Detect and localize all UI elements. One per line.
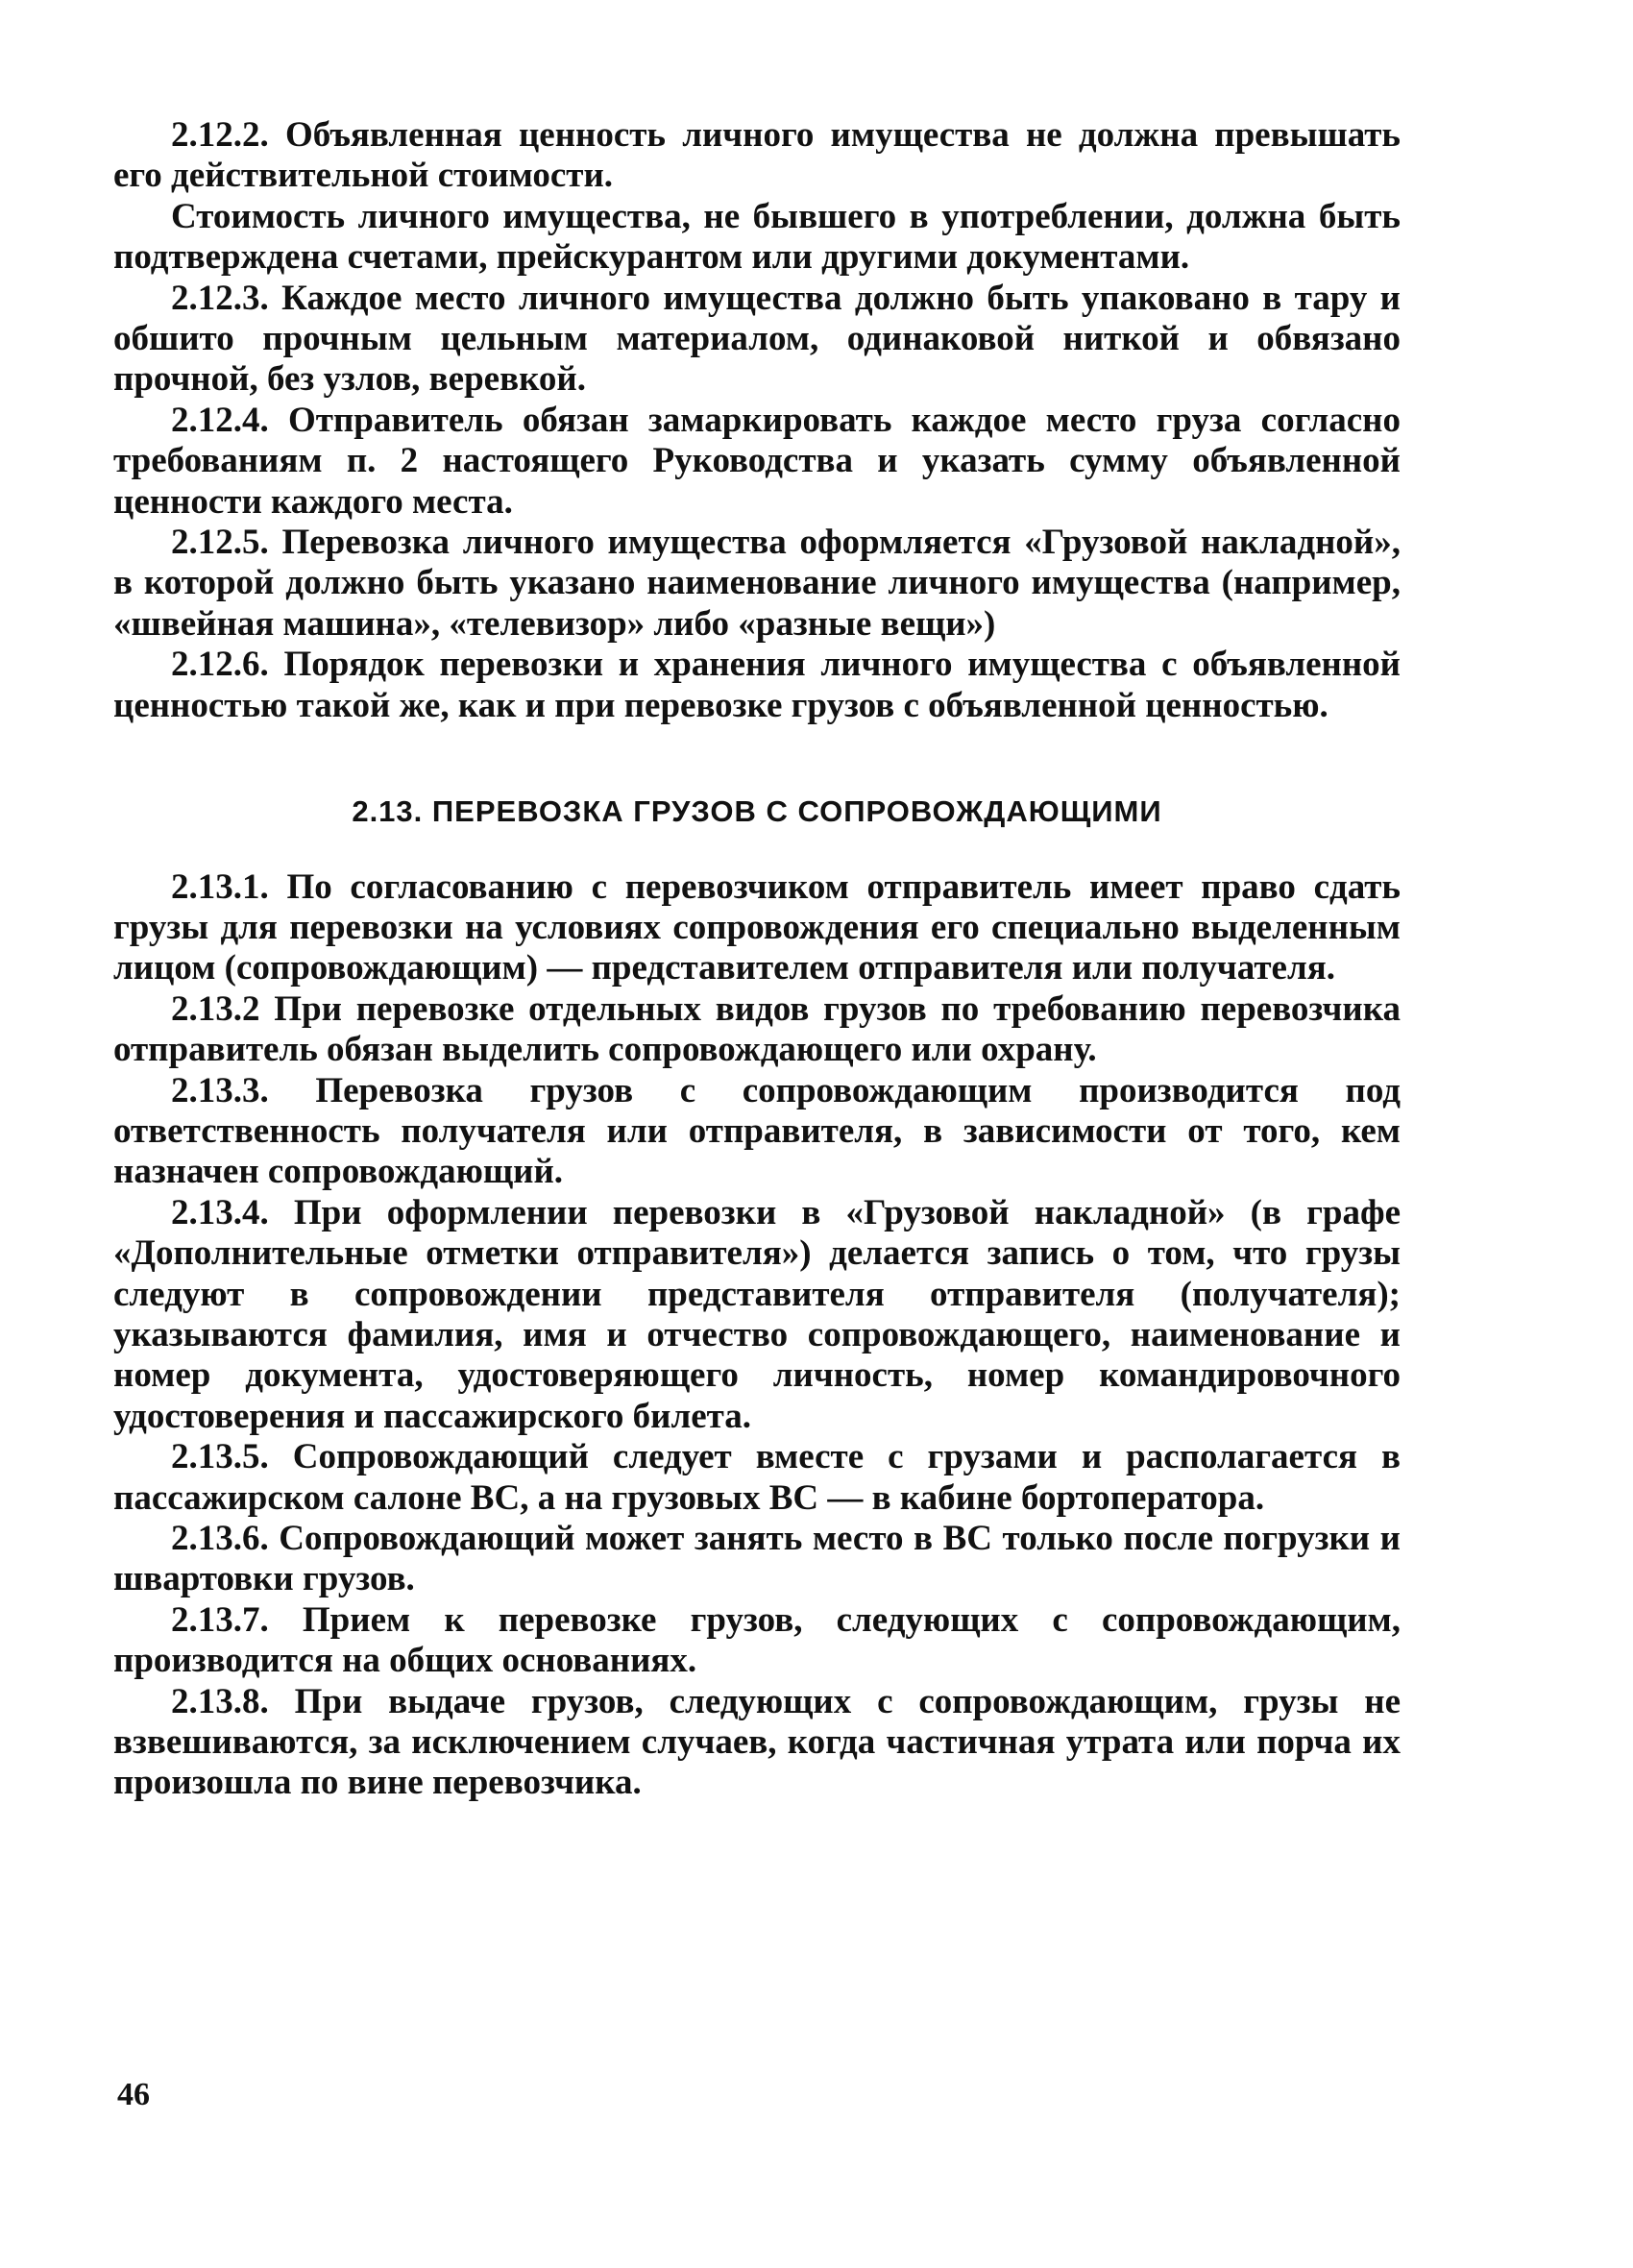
document-page: [113, 115, 1401, 1804]
paragraph-2-13-2: 2.13.2 При перевозке отдельных видов грузов по требованию перевозчика отправитель обязан выделить сопровождающего или охрану.: [113, 988, 1401, 1070]
paragraph-2-13-4: 2.13.4. При оформлении перевозки в «Грузовой накладной» (в графе «Дополнительные отметки отправителя») делается запись о том, что грузы следуют в сопровождении представителя отправителя (получателя); указываются фамилия, имя и отчество сопровождающего, наименование и номер документа, удостоверяющего личность, номер командировочного удостоверения и пассажирского билета.: [113, 1192, 1401, 1436]
section-heading-2-13: 2.13. ПЕРЕВОЗКА ГРУЗОВ С СОПРОВОЖДАЮЩИМИ: [352, 794, 1162, 829]
paragraph-2-13-8: 2.13.8. При выдаче грузов, следующих с сопровождающим, грузы не взвешиваются, за исключением случаев, когда частичная утрата или порча их произошла по вине перевозчика.: [113, 1681, 1401, 1803]
paragraph-2-12-6: 2.12.6. Порядок перевозки и хранения личного имущества с объявленной ценностью такой же, как и при перевозке грузов с объявленной ценностью.: [113, 645, 1401, 725]
page-number: 46: [117, 2077, 150, 2112]
paragraph-2-13-6: 2.13.6. Сопровождающий может занять место в ВС только после погрузки и швартовки грузов.: [113, 1519, 1401, 1599]
paragraph-2-13-7: 2.13.7. Прием к перевозке грузов, следующих с сопровождающим, производится на общих основаниях.: [113, 1599, 1401, 1681]
paragraph-2-12-2: 2.12.2. Объявленная ценность личного имущества не должна превышать его действительной стоимости.: [113, 115, 1401, 196]
paragraph-2-12-2-cost: Стоимость личного имущества, не бывшего в употреблении, должна быть подтверждена счетами, прейскурантом или другими документами.: [113, 196, 1401, 278]
paragraph-2-13-5: 2.13.5. Сопровождающий следует вместе с грузами и располагается в пассажирском салоне ВС, а на грузовых ВС — в кабине бортоператора.: [113, 1437, 1401, 1518]
paragraph-2-12-5: 2.12.5. Перевозка личного имущества оформляется «Грузовой накладной», в которой должно быть указано наименование личного имущества (например, «швейная машина», «телевизор» либо «разные вещи»): [113, 523, 1401, 644]
paragraph-2-13-1: 2.13.1. По согласованию с перевозчиком отправитель имеет право сдать грузы для перевозки на условиях сопровождения его специально выделенным лицом (сопровождающим) — представителем отправителя или получателя.: [113, 866, 1401, 988]
paragraph-2-12-3: 2.12.3. Каждое место личного имущества должно быть упаковано в тару и обшито прочным цельным материалом, одинаковой ниткой и обвязано прочной, без узлов, веревкой.: [113, 278, 1401, 400]
paragraph-2-12-4: 2.12.4. Отправитель обязан замаркировать каждое место груза согласно требованиям п. 2 настоящего Руководства и указать сумму объявленной ценности каждого места.: [113, 400, 1401, 522]
paragraph-2-13-3: 2.13.3. Перевозка грузов с сопровождающим производится под ответственность получателя или отправителя, в зависимости от того, кем назначен сопровождающий.: [113, 1070, 1401, 1192]
